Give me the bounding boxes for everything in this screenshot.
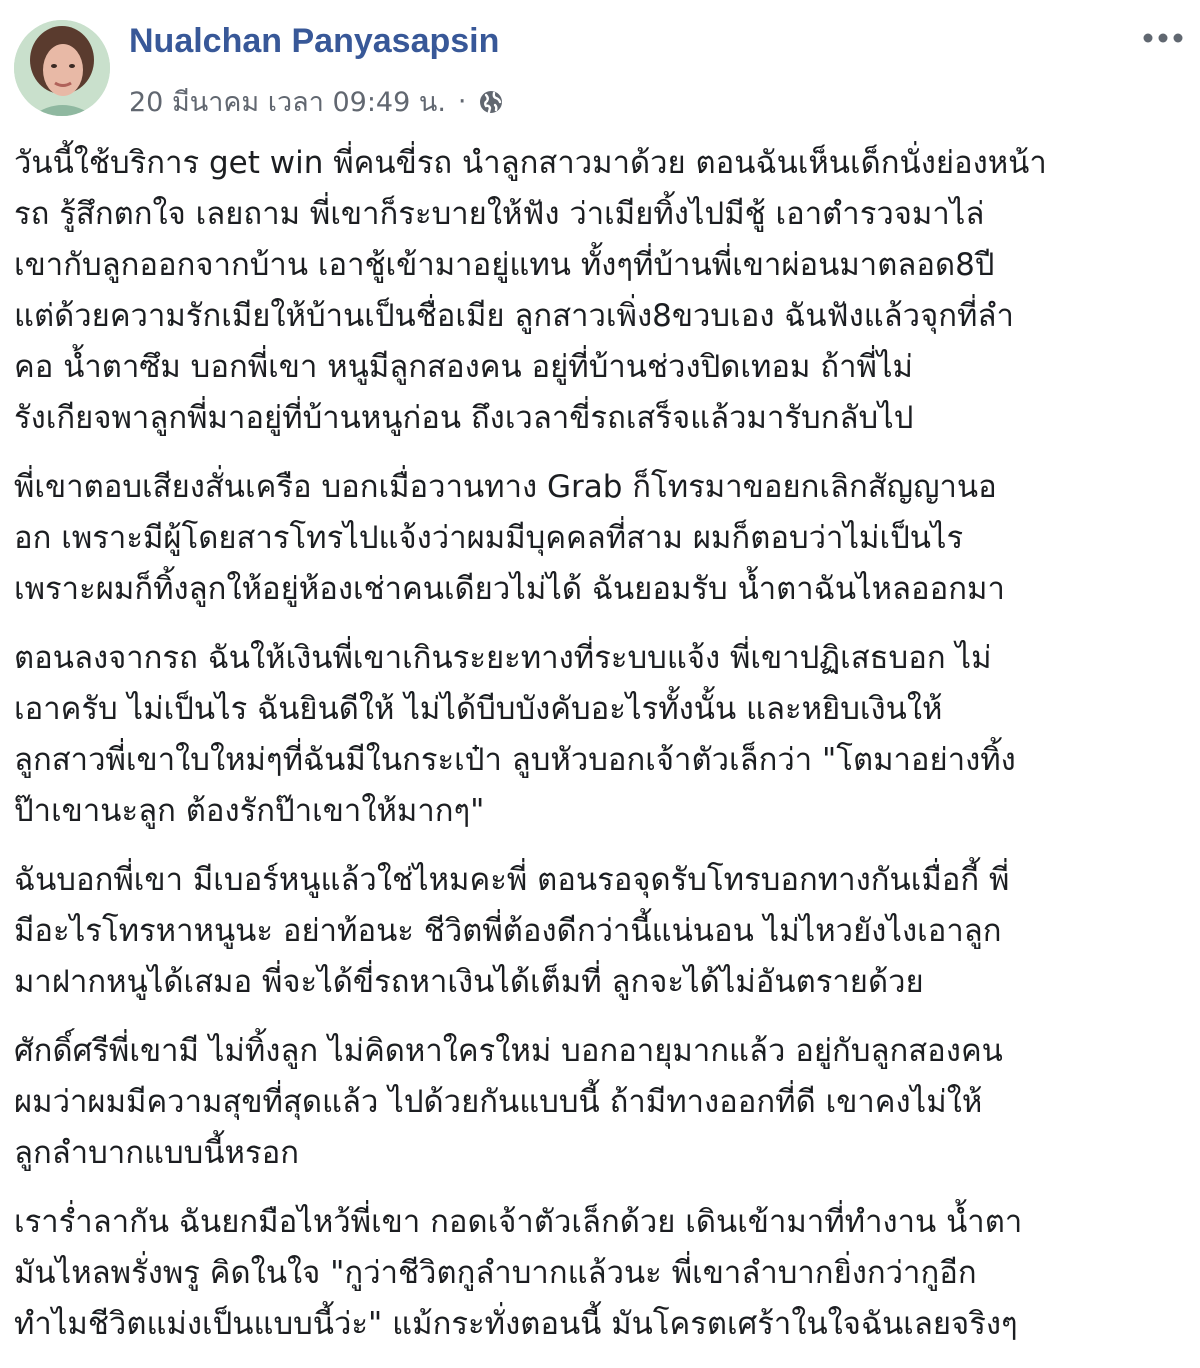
post-paragraph: เราร่ำลากัน ฉันยกมือไหว้พี่เขา กอดเจ้าตัวเล็กด้วย เดินเข้ามาที่ทำงาน น้ำตา มันไหลพรั่งพรู คิดในใจ "กูว่าชีวิตกูลำบากแล้วนะ พี่เขาลำบากยิ่งกว่ากูอีก ทำไมชีวิตแม่งเป็นแบบนี้ว่ะ" แม้กระทั่งตอนนี้ มันโครตเศร้าในใจฉันเลยจริงๆ <box>14 1204 1023 1342</box>
author-avatar[interactable] <box>14 20 110 116</box>
post-meta <box>129 80 505 123</box>
post-body <box>14 138 1190 1368</box>
post-header <box>0 0 1200 120</box>
author-name-link[interactable]: Nualchan Panyasapsin <box>129 22 500 60</box>
post-paragraph: พี่เขาตอบเสียงสั่นเครือ บอกเมื่อวานทาง Grab ก็โทรมาขอยกเลิกสัญญานอ อก เพราะมีผู้โดยสารโทรไปแจ้งว่าผมมีบุคคลที่สาม ผมก็ตอบว่าไม่เป็นไร เพราะผมก็ทิ้งลูกให้อยู่ห้องเช่าคนเดียวไม่ได้ ฉันยอมรับ น้ำตาฉันไหลออกมา <box>14 469 1005 607</box>
post-timestamp-link[interactable]: 20 มีนาคม เวลา 09:49 น. <box>129 87 446 118</box>
post-paragraph: วันนี้ใช้บริการ get win พี่คนขี่รถ นำลูกสาวมาด้วย ตอนฉันเห็นเด็กนั่งย่องหน้า รถ รู้สึกตกใจ เลยถาม พี่เขาก็ระบายให้ฟัง ว่าเมียทิ้งไปมีชู้ เอาตำรวจมาไล่ เขากับลูกออกจากบ้าน เอาชู้เข้ามาอยู่แทน ทั้งๆที่บ้านพี่เขาผ่อนมาตลอด8ปี แต่ด้วยความรักเมียให้บ้านเป็นชื่อเมีย ลูกสาวเพิ่ง8ขวบเอง ฉันฟังแล้วจุกที่ลำ คอ น้ำตาซึม บอกพี่เขา หนูมีลูกสองคน อยู่ที่บ้านช่วงปิดเทอม ถ้าพี่ไม่ รังเกียจพาลูกพี่มาอยู่ที่บ้านหนูก่อน ถึงเวลาขี่รถเสร็จแล้วมารับกลับไป <box>14 145 1047 436</box>
globe-icon[interactable] <box>477 88 505 116</box>
more-options-icon <box>1142 32 1184 44</box>
meta-separator: · <box>457 86 467 117</box>
post-paragraph: ตอนลงจากรถ ฉันให้เงินพี่เขาเกินระยะทางที่ระบบแจ้ง พี่เขาปฏิเสธบอก ไม่ เอาครับ ไม่เป็นไร ฉันยินดีให้ ไม่ได้บีบบังคับอะไรทั้งนั้น และหยิบเงินให้ ลูกสาวพี่เขาใบใหม่ๆที่ฉันมีในกระเป๋า ลูบหัวบอกเจ้าตัวเล็กว่า "โตมาอย่างทิ้ง ป๊าเขานะลูก ต้องรักป๊าเขาให้มากๆ" <box>14 640 1016 829</box>
post-paragraph: ศักดิ์ศรีพี่เขามี ไม่ทิ้งลูก ไม่คิดหาใครใหม่ บอกอายุมากแล้ว อยู่กับลูกสองคน ผมว่าผมมีความสุขที่สุดแล้ว ไปด้วยกันแบบนี้ ถ้ามีทางออกที่ดี เขาคงไม่ให้ ลูกลำบากแบบนี้หรอก <box>14 1033 1003 1171</box>
post-paragraph: ฉันบอกพี่เขา มีเบอร์หนูแล้วใช่ไหมคะพี่ ตอนรอจุดรับโทรบอกทางกันเมื่อกี้ พี่ มีอะไรโทรหาหนูนะ อย่าท้อนะ ชีวิตพี่ต้องดีกว่านี้แน่นอน ไม่ไหวยังไงเอาลูก มาฝากหนูได้เสมอ พี่จะได้ขี่รถหาเงินได้เต็มที่ ลูกจะได้ไม่อันตรายด้วย <box>14 862 1010 1000</box>
profile-photo-icon <box>14 20 110 116</box>
more-options-button[interactable] <box>1138 22 1188 54</box>
